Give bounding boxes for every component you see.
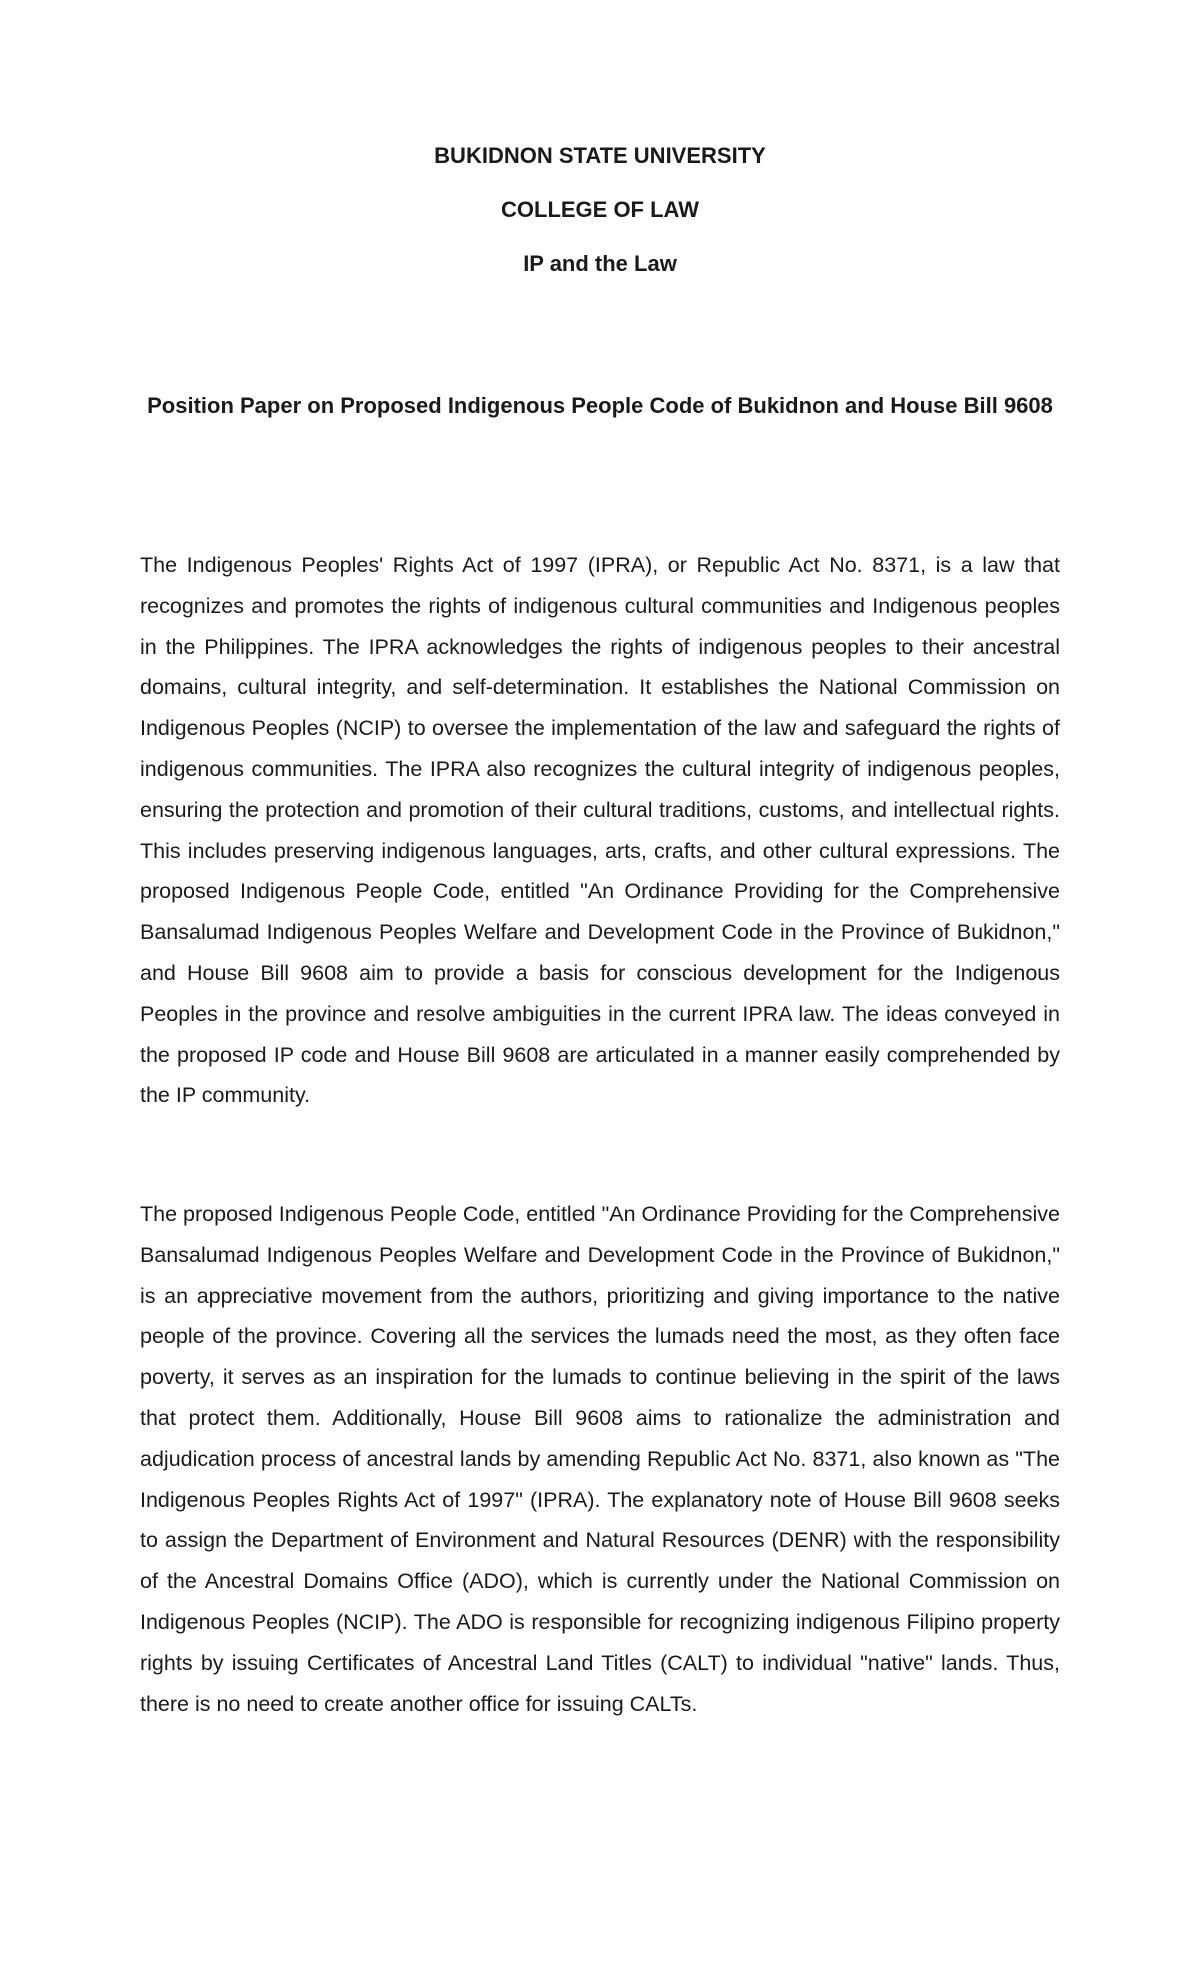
- course-name: IP and the Law: [523, 251, 677, 276]
- body-paragraph-1: The Indigenous Peoples' Rights Act of 1997 (IPRA), or Republic Act No. 8371, is a law that recognizes and promotes the rights of indigenous cultural communities and Indigenous peoples in the Philippines. The IPRA acknowledges the rights of indigenous peoples to their ancestral domains, cultural integrity, and self-determination. It establishes the National Commission on Indigenous Peoples (NCIP) to oversee the implementation of the law and safeguard the rights of indigenous communities. The IPRA also recognizes the cultural integrity of indigenous peoples, ensuring the protection and promotion of their cultural traditions, customs, and intellectual rights. This includes preserving indigenous languages, arts, crafts, and other cultural expressions. The proposed Indigenous People Code, entitled "An Ordinance Providing for the Comprehensive Bansalumad Indigenous Peoples Welfare and Development Code in the Province of Bukidnon," and House Bill 9608 aim to provide a basis for conscious development for the Indigenous Peoples in the province and resolve ambiguities in the current IPRA law. The ideas conveyed in the proposed IP code and House Bill 9608 are articulated in a manner easily comprehended by the IP community.: [140, 553, 1060, 1108]
- university-name: BUKIDNON STATE UNIVERSITY: [434, 143, 766, 168]
- college-name: COLLEGE OF LAW: [501, 197, 699, 222]
- body-paragraph-2: The proposed Indigenous People Code, entitled "An Ordinance Providing for the Comprehensive Bansalumad Indigenous Peoples Welfare and Development Code in the Province of Bukidnon," is an appreciative movement from the authors, prioritizing and giving importance to the native people of the province. Covering all the services the lumads need the most, as they often face poverty, it serves as an inspiration for the lumads to continue believing in the spirit of the laws that protect them. Additionally, House Bill 9608 aims to rationalize the administration and adjudication process of ancestral lands by amending Republic Act No. 8371, also known as "The Indigenous Peoples Rights Act of 1997" (IPRA). The explanatory note of House Bill 9608 seeks to assign the Department of Environment and Natural Resources (DENR) with the responsibility of the Ancestral Domains Office (ADO), which is currently under the National Commission on Indigenous Peoples (NCIP). The ADO is responsible for recognizing indigenous Filipino property rights by issuing Certificates of Ancestral Land Titles (CALT) to individual "native" lands. Thus, there is no need to create another office for issuing CALTs.: [140, 1202, 1060, 1716]
- paper-title: Position Paper on Proposed Indigenous People Code of Bukidnon and House Bill 9608: [147, 393, 1053, 418]
